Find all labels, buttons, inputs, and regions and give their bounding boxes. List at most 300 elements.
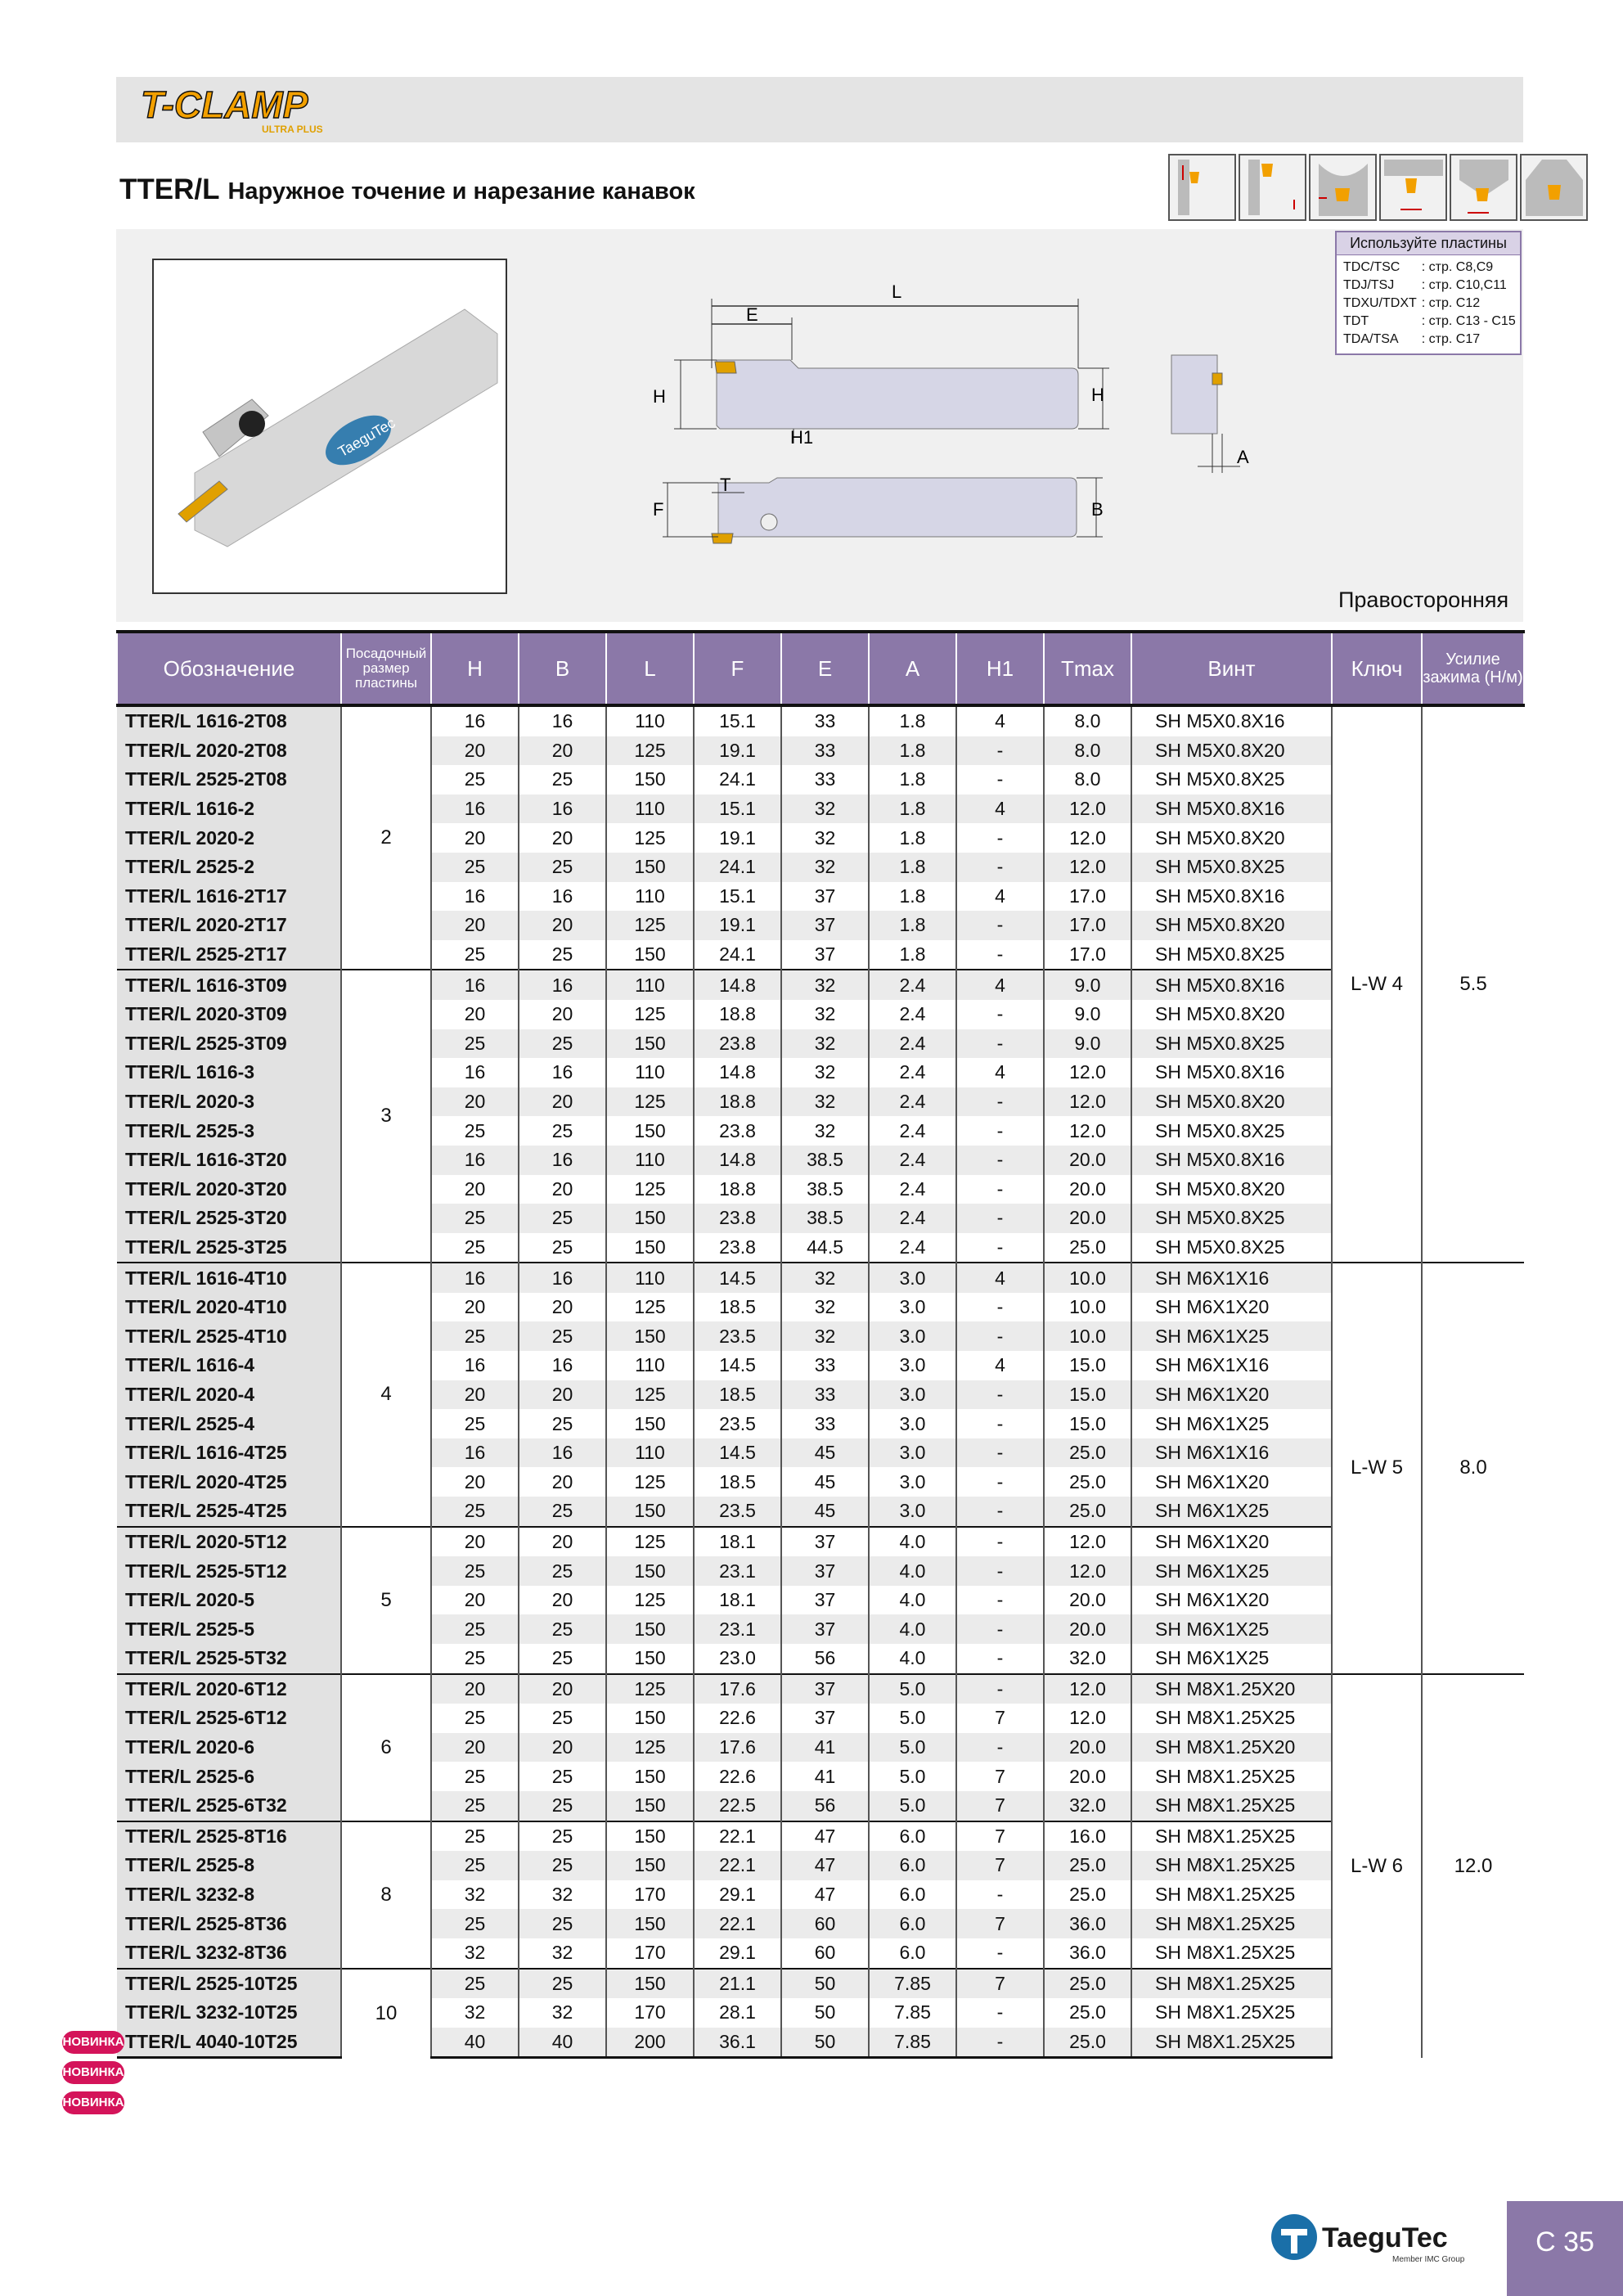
cell-tmax: 25.0 xyxy=(1044,1467,1131,1497)
cell-screw: SH M6X1X16 xyxy=(1131,1263,1332,1293)
cell-designation: TTER/L 1616-4 xyxy=(117,1351,341,1380)
cell-tmax: 8.0 xyxy=(1044,765,1131,795)
cell-h: 16 xyxy=(431,795,519,824)
cell-tmax: 25.0 xyxy=(1044,1998,1131,2028)
table-row xyxy=(117,1614,1524,1644)
cell-b: 25 xyxy=(519,1233,606,1263)
cell-seat-size: 5 xyxy=(341,1527,431,1674)
cell-e: 45 xyxy=(781,1467,869,1497)
cell-screw: SH M6X1X16 xyxy=(1131,1438,1332,1468)
cell-e: 37 xyxy=(781,1674,869,1704)
cell-l: 150 xyxy=(606,1614,694,1644)
cell-e: 38.5 xyxy=(781,1146,869,1175)
cell-key: L-W 4 xyxy=(1332,705,1422,1263)
parting-icon xyxy=(1239,154,1306,221)
table-row xyxy=(117,1851,1524,1880)
cell-l: 150 xyxy=(606,1644,694,1674)
profiling-icon xyxy=(1309,154,1377,221)
table-row xyxy=(117,1058,1524,1087)
cell-b: 25 xyxy=(519,1029,606,1059)
cell-h: 25 xyxy=(431,1233,519,1263)
cell-e: 37 xyxy=(781,1556,869,1586)
cell-b: 20 xyxy=(519,1175,606,1204)
cell-designation: TTER/L 2020-2T08 xyxy=(117,736,341,766)
cell-screw: SH M6X1X25 xyxy=(1131,1321,1332,1351)
table-header-row xyxy=(117,632,1524,705)
cell-tmax: 36.0 xyxy=(1044,1938,1131,1969)
cell-tmax: 20.0 xyxy=(1044,1586,1131,1615)
cell-h1: - xyxy=(956,1029,1044,1059)
cell-b: 25 xyxy=(519,1614,606,1644)
cell-f: 29.1 xyxy=(694,1938,781,1969)
page-title xyxy=(119,173,695,206)
table-row xyxy=(117,1998,1524,2028)
cell-l: 150 xyxy=(606,1321,694,1351)
cell-h1: 4 xyxy=(956,970,1044,1000)
col-f: F xyxy=(694,632,781,705)
cell-l: 110 xyxy=(606,705,694,736)
cell-h1: - xyxy=(956,1674,1044,1704)
cell-e: 33 xyxy=(781,1409,869,1438)
cell-seat-size: 4 xyxy=(341,1263,431,1526)
cell-screw: SH M8X1.25X20 xyxy=(1131,1733,1332,1763)
cell-designation: TTER/L 3232-10T25 xyxy=(117,1998,341,2028)
cell-f: 23.1 xyxy=(694,1614,781,1644)
col-h: H xyxy=(431,632,519,705)
cell-b: 20 xyxy=(519,1586,606,1615)
cell-a: 4.0 xyxy=(869,1614,956,1644)
cell-b: 20 xyxy=(519,911,606,940)
cell-l: 150 xyxy=(606,1762,694,1791)
cell-e: 32 xyxy=(781,1000,869,1029)
cell-designation: TTER/L 2020-3T20 xyxy=(117,1175,341,1204)
svg-text:L: L xyxy=(892,281,902,302)
cell-tmax: 15.0 xyxy=(1044,1409,1131,1438)
cell-h1: - xyxy=(956,1146,1044,1175)
cell-e: 38.5 xyxy=(781,1175,869,1204)
table-row xyxy=(117,2028,1524,2058)
svg-text:H: H xyxy=(1091,385,1104,405)
cell-h1: 4 xyxy=(956,1263,1044,1293)
cell-h1: - xyxy=(956,1497,1044,1527)
spec-table-body xyxy=(117,705,1524,2058)
table-row xyxy=(117,1497,1524,1527)
insert-type: TDJ/TSJ xyxy=(1343,278,1395,292)
product-photo xyxy=(152,259,507,594)
cell-b: 20 xyxy=(519,1293,606,1322)
cell-screw: SH M8X1.25X20 xyxy=(1131,1674,1332,1704)
cell-e: 44.5 xyxy=(781,1233,869,1263)
cell-h: 16 xyxy=(431,1438,519,1468)
cell-seat-size: 6 xyxy=(341,1674,431,1821)
title-description: Наружное точение и нарезание канавок xyxy=(227,178,695,205)
cell-h1: 7 xyxy=(956,1821,1044,1852)
hand-label: Правосторонняя xyxy=(1338,588,1509,612)
cell-designation: TTER/L 2020-4 xyxy=(117,1380,341,1410)
cell-f: 18.8 xyxy=(694,1087,781,1117)
cell-f: 18.1 xyxy=(694,1527,781,1557)
cell-l: 110 xyxy=(606,1438,694,1468)
cell-seat-size: 3 xyxy=(341,970,431,1263)
cell-a: 1.8 xyxy=(869,853,956,882)
cell-h: 20 xyxy=(431,736,519,766)
cell-l: 150 xyxy=(606,1909,694,1938)
table-row xyxy=(117,1029,1524,1059)
cell-e: 56 xyxy=(781,1791,869,1821)
inserts-list xyxy=(1343,259,1521,349)
cell-seat-size: 10 xyxy=(341,1969,431,2058)
cell-b: 32 xyxy=(519,1998,606,2028)
cell-tmax: 15.0 xyxy=(1044,1380,1131,1410)
cell-l: 150 xyxy=(606,1851,694,1880)
cell-h1: 4 xyxy=(956,1058,1044,1087)
table-row xyxy=(117,1644,1524,1674)
cell-b: 25 xyxy=(519,1969,606,1999)
inserts-row xyxy=(1343,277,1521,295)
cell-screw: SH M5X0.8X20 xyxy=(1131,1000,1332,1029)
cell-b: 25 xyxy=(519,1762,606,1791)
cell-key: L-W 6 xyxy=(1332,1674,1422,2058)
cell-h: 16 xyxy=(431,1351,519,1380)
cell-b: 25 xyxy=(519,853,606,882)
cell-e: 37 xyxy=(781,911,869,940)
cell-b: 16 xyxy=(519,795,606,824)
cell-designation: TTER/L 1616-3 xyxy=(117,1058,341,1087)
inserts-row xyxy=(1343,259,1521,277)
cell-a: 1.8 xyxy=(869,882,956,912)
cell-a: 2.4 xyxy=(869,1029,956,1059)
cell-f: 18.8 xyxy=(694,1000,781,1029)
cell-h: 16 xyxy=(431,1058,519,1087)
cell-b: 25 xyxy=(519,1644,606,1674)
svg-text:H: H xyxy=(653,386,666,407)
cell-a: 7.85 xyxy=(869,1998,956,2028)
cell-designation: TTER/L 2525-6T12 xyxy=(117,1704,341,1733)
cell-e: 47 xyxy=(781,1851,869,1880)
cell-designation: TTER/L 2525-2T17 xyxy=(117,940,341,970)
table-row xyxy=(117,1175,1524,1204)
cell-l: 170 xyxy=(606,1938,694,1969)
cell-designation: TTER/L 2525-6T32 xyxy=(117,1791,341,1821)
table-row xyxy=(117,1969,1524,1999)
cell-designation: TTER/L 2525-8 xyxy=(117,1851,341,1880)
cell-tmax: 25.0 xyxy=(1044,2028,1131,2058)
cell-h1: - xyxy=(956,1586,1044,1615)
cell-a: 5.0 xyxy=(869,1674,956,1704)
cell-h: 20 xyxy=(431,823,519,853)
table-row xyxy=(117,1380,1524,1410)
cell-tmax: 32.0 xyxy=(1044,1791,1131,1821)
cell-designation: TTER/L 2525-3T20 xyxy=(117,1204,341,1233)
cell-e: 37 xyxy=(781,1704,869,1733)
cell-f: 18.8 xyxy=(694,1175,781,1204)
cell-b: 32 xyxy=(519,1880,606,1910)
cell-screw: SH M6X1X20 xyxy=(1131,1527,1332,1557)
cell-key: L-W 5 xyxy=(1332,1263,1422,1673)
cell-h: 25 xyxy=(431,1204,519,1233)
cell-l: 150 xyxy=(606,765,694,795)
cell-e: 32 xyxy=(781,1029,869,1059)
cell-h1: - xyxy=(956,1175,1044,1204)
cell-h: 25 xyxy=(431,765,519,795)
cell-e: 45 xyxy=(781,1497,869,1527)
cell-designation: TTER/L 2525-8T16 xyxy=(117,1821,341,1852)
cell-l: 110 xyxy=(606,1058,694,1087)
cell-h1: 7 xyxy=(956,1791,1044,1821)
cell-designation: TTER/L 2525-3T09 xyxy=(117,1029,341,1059)
cell-h: 16 xyxy=(431,1263,519,1293)
table-row xyxy=(117,1821,1524,1852)
cell-e: 32 xyxy=(781,1321,869,1351)
table-row xyxy=(117,1880,1524,1910)
cell-h1: - xyxy=(956,1409,1044,1438)
cell-h1: - xyxy=(956,1527,1044,1557)
cell-tmax: 12.0 xyxy=(1044,823,1131,853)
table-row xyxy=(117,1204,1524,1233)
technical-drawing xyxy=(630,270,1301,581)
cell-h1: - xyxy=(956,1614,1044,1644)
cell-f: 24.1 xyxy=(694,940,781,970)
cell-e: 50 xyxy=(781,2028,869,2058)
cell-e: 45 xyxy=(781,1438,869,1468)
table-row xyxy=(117,1704,1524,1733)
cell-designation: TTER/L 2525-5T32 xyxy=(117,1644,341,1674)
cell-l: 125 xyxy=(606,1380,694,1410)
cell-a: 1.8 xyxy=(869,823,956,853)
cell-a: 5.0 xyxy=(869,1791,956,1821)
cell-h: 16 xyxy=(431,882,519,912)
cell-b: 20 xyxy=(519,1467,606,1497)
cell-tmax: 12.0 xyxy=(1044,795,1131,824)
cell-l: 125 xyxy=(606,1586,694,1615)
table-row xyxy=(117,911,1524,940)
cell-f: 15.1 xyxy=(694,795,781,824)
cell-h: 20 xyxy=(431,1175,519,1204)
cell-b: 25 xyxy=(519,1821,606,1852)
cell-a: 5.0 xyxy=(869,1704,956,1733)
cell-a: 3.0 xyxy=(869,1263,956,1293)
cell-h: 25 xyxy=(431,1614,519,1644)
cell-f: 14.8 xyxy=(694,1146,781,1175)
cell-a: 4.0 xyxy=(869,1556,956,1586)
cell-b: 25 xyxy=(519,1321,606,1351)
cell-screw: SH M5X0.8X16 xyxy=(1131,795,1332,824)
cell-designation: TTER/L 2525-8T36 xyxy=(117,1909,341,1938)
cell-b: 25 xyxy=(519,1851,606,1880)
cell-h1: - xyxy=(956,911,1044,940)
cell-a: 4.0 xyxy=(869,1586,956,1615)
cell-f: 18.5 xyxy=(694,1467,781,1497)
cell-screw: SH M5X0.8X25 xyxy=(1131,1233,1332,1263)
cell-screw: SH M8X1.25X25 xyxy=(1131,1909,1332,1938)
cell-designation: TTER/L 2020-3 xyxy=(117,1087,341,1117)
svg-text:T-CLAMP: T-CLAMP xyxy=(141,83,308,126)
table-row xyxy=(117,765,1524,795)
cell-b: 20 xyxy=(519,1087,606,1117)
cell-f: 21.1 xyxy=(694,1969,781,1999)
cell-e: 33 xyxy=(781,736,869,766)
cell-h1: 7 xyxy=(956,1969,1044,1999)
table-row xyxy=(117,705,1524,736)
cell-a: 1.8 xyxy=(869,736,956,766)
inserts-heading: Используйте пластины xyxy=(1337,232,1520,255)
cell-e: 32 xyxy=(781,823,869,853)
cell-a: 2.4 xyxy=(869,1233,956,1263)
cell-l: 110 xyxy=(606,1263,694,1293)
cell-f: 22.6 xyxy=(694,1704,781,1733)
cell-screw: SH M5X0.8X16 xyxy=(1131,1146,1332,1175)
cell-b: 16 xyxy=(519,1263,606,1293)
insert-page: : стр. C8,C9 xyxy=(1421,260,1494,274)
cell-h1: - xyxy=(956,1556,1044,1586)
cell-l: 150 xyxy=(606,1969,694,1999)
cell-designation: TTER/L 2525-2T08 xyxy=(117,765,341,795)
cell-a: 1.8 xyxy=(869,940,956,970)
cell-h: 25 xyxy=(431,1644,519,1674)
cell-designation: TTER/L 2020-5T12 xyxy=(117,1527,341,1557)
cell-a: 3.0 xyxy=(869,1438,956,1468)
cell-l: 150 xyxy=(606,1791,694,1821)
cell-screw: SH M8X1.25X25 xyxy=(1131,1821,1332,1852)
cell-clamping-force: 8.0 xyxy=(1422,1263,1524,1673)
chamfer-icon xyxy=(1520,154,1588,221)
new-badge: НОВИНКА xyxy=(62,2031,124,2054)
inserts-reference-box xyxy=(1335,231,1522,355)
cell-screw: SH M8X1.25X25 xyxy=(1131,2028,1332,2058)
cell-seat-size: 8 xyxy=(341,1821,431,1969)
cell-screw: SH M5X0.8X20 xyxy=(1131,736,1332,766)
cell-h1: - xyxy=(956,736,1044,766)
cell-e: 50 xyxy=(781,1969,869,1999)
cell-e: 33 xyxy=(781,705,869,736)
cell-h1: 7 xyxy=(956,1909,1044,1938)
cell-designation: TTER/L 2020-4T10 xyxy=(117,1293,341,1322)
insert-type: TDA/TSA xyxy=(1343,332,1399,346)
table-row xyxy=(117,1791,1524,1821)
insert-page: : стр. C17 xyxy=(1421,332,1481,346)
cell-f: 22.1 xyxy=(694,1821,781,1852)
cell-clamping-force: 12.0 xyxy=(1422,1674,1524,2058)
cell-l: 150 xyxy=(606,1821,694,1852)
cell-h: 25 xyxy=(431,1762,519,1791)
cell-l: 125 xyxy=(606,1087,694,1117)
new-badge: НОВИНКА xyxy=(62,2061,124,2084)
cell-l: 150 xyxy=(606,853,694,882)
cell-h: 25 xyxy=(431,1791,519,1821)
cell-tmax: 9.0 xyxy=(1044,1029,1131,1059)
taegutec-logo xyxy=(1270,2211,1482,2268)
cell-tmax: 12.0 xyxy=(1044,1058,1131,1087)
cell-a: 1.8 xyxy=(869,795,956,824)
cell-b: 16 xyxy=(519,882,606,912)
cell-screw: SH M6X1X25 xyxy=(1131,1556,1332,1586)
cell-tmax: 12.0 xyxy=(1044,1674,1131,1704)
cell-e: 37 xyxy=(781,1614,869,1644)
svg-text:Member IMC Group: Member IMC Group xyxy=(1392,2255,1465,2264)
cell-a: 6.0 xyxy=(869,1909,956,1938)
table-row xyxy=(117,970,1524,1000)
cell-e: 37 xyxy=(781,1527,869,1557)
cell-tmax: 20.0 xyxy=(1044,1204,1131,1233)
svg-text:ULTRA PLUS: ULTRA PLUS xyxy=(262,124,323,135)
col-designation: Обозначение xyxy=(117,632,341,705)
cell-a: 2.4 xyxy=(869,1000,956,1029)
cell-e: 56 xyxy=(781,1644,869,1674)
cell-e: 32 xyxy=(781,1293,869,1322)
cell-h: 25 xyxy=(431,853,519,882)
cell-e: 41 xyxy=(781,1733,869,1763)
cell-h1: - xyxy=(956,1204,1044,1233)
cell-e: 60 xyxy=(781,1909,869,1938)
cell-f: 18.5 xyxy=(694,1380,781,1410)
cell-f: 14.8 xyxy=(694,970,781,1000)
cell-h: 32 xyxy=(431,1998,519,2028)
cell-designation: TTER/L 2525-4T25 xyxy=(117,1497,341,1527)
cell-f: 22.6 xyxy=(694,1762,781,1791)
cell-designation: TTER/L 2525-4T10 xyxy=(117,1321,341,1351)
cell-screw: SH M5X0.8X16 xyxy=(1131,970,1332,1000)
cell-e: 37 xyxy=(781,1586,869,1615)
cell-h: 20 xyxy=(431,1733,519,1763)
cell-screw: SH M5X0.8X16 xyxy=(1131,705,1332,736)
cell-tmax: 25.0 xyxy=(1044,1851,1131,1880)
cell-tmax: 12.0 xyxy=(1044,1087,1131,1117)
insert-type: TDT xyxy=(1343,314,1369,328)
insert-page: : стр. C12 xyxy=(1421,296,1481,310)
t-clamp-logo xyxy=(139,82,344,139)
cell-h1: - xyxy=(956,853,1044,882)
cell-designation: TTER/L 1616-2T17 xyxy=(117,882,341,912)
cell-b: 20 xyxy=(519,1733,606,1763)
cell-l: 150 xyxy=(606,1409,694,1438)
cell-designation: TTER/L 1616-2T08 xyxy=(117,705,341,736)
cell-e: 32 xyxy=(781,1087,869,1117)
col-l: L xyxy=(606,632,694,705)
cell-h: 25 xyxy=(431,1497,519,1527)
cell-l: 150 xyxy=(606,1029,694,1059)
table-row xyxy=(117,736,1524,766)
cell-tmax: 25.0 xyxy=(1044,1880,1131,1910)
cell-b: 25 xyxy=(519,1116,606,1146)
cell-l: 200 xyxy=(606,2028,694,2058)
cell-tmax: 10.0 xyxy=(1044,1321,1131,1351)
cell-tmax: 17.0 xyxy=(1044,940,1131,970)
svg-text:TaeguTec: TaeguTec xyxy=(335,414,398,461)
cell-tmax: 9.0 xyxy=(1044,970,1131,1000)
cell-f: 18.5 xyxy=(694,1293,781,1322)
cell-b: 20 xyxy=(519,823,606,853)
cell-h1: - xyxy=(956,1438,1044,1468)
cell-l: 125 xyxy=(606,1175,694,1204)
cell-h: 20 xyxy=(431,1380,519,1410)
cell-a: 6.0 xyxy=(869,1880,956,1910)
cell-f: 22.5 xyxy=(694,1791,781,1821)
cell-screw: SH M6X1X16 xyxy=(1131,1351,1332,1380)
cell-h1: 4 xyxy=(956,882,1044,912)
cell-screw: SH M5X0.8X20 xyxy=(1131,1087,1332,1117)
cell-screw: SH M6X1X20 xyxy=(1131,1586,1332,1615)
col-a: A xyxy=(869,632,956,705)
table-row xyxy=(117,1263,1524,1293)
cell-b: 20 xyxy=(519,1674,606,1704)
cell-screw: SH M8X1.25X25 xyxy=(1131,1704,1332,1733)
cell-a: 2.4 xyxy=(869,1175,956,1204)
cell-b: 16 xyxy=(519,1146,606,1175)
cell-tmax: 25.0 xyxy=(1044,1438,1131,1468)
table-row xyxy=(117,1000,1524,1029)
cell-designation: TTER/L 4040-10T25 xyxy=(117,2028,341,2058)
table-row xyxy=(117,853,1524,882)
